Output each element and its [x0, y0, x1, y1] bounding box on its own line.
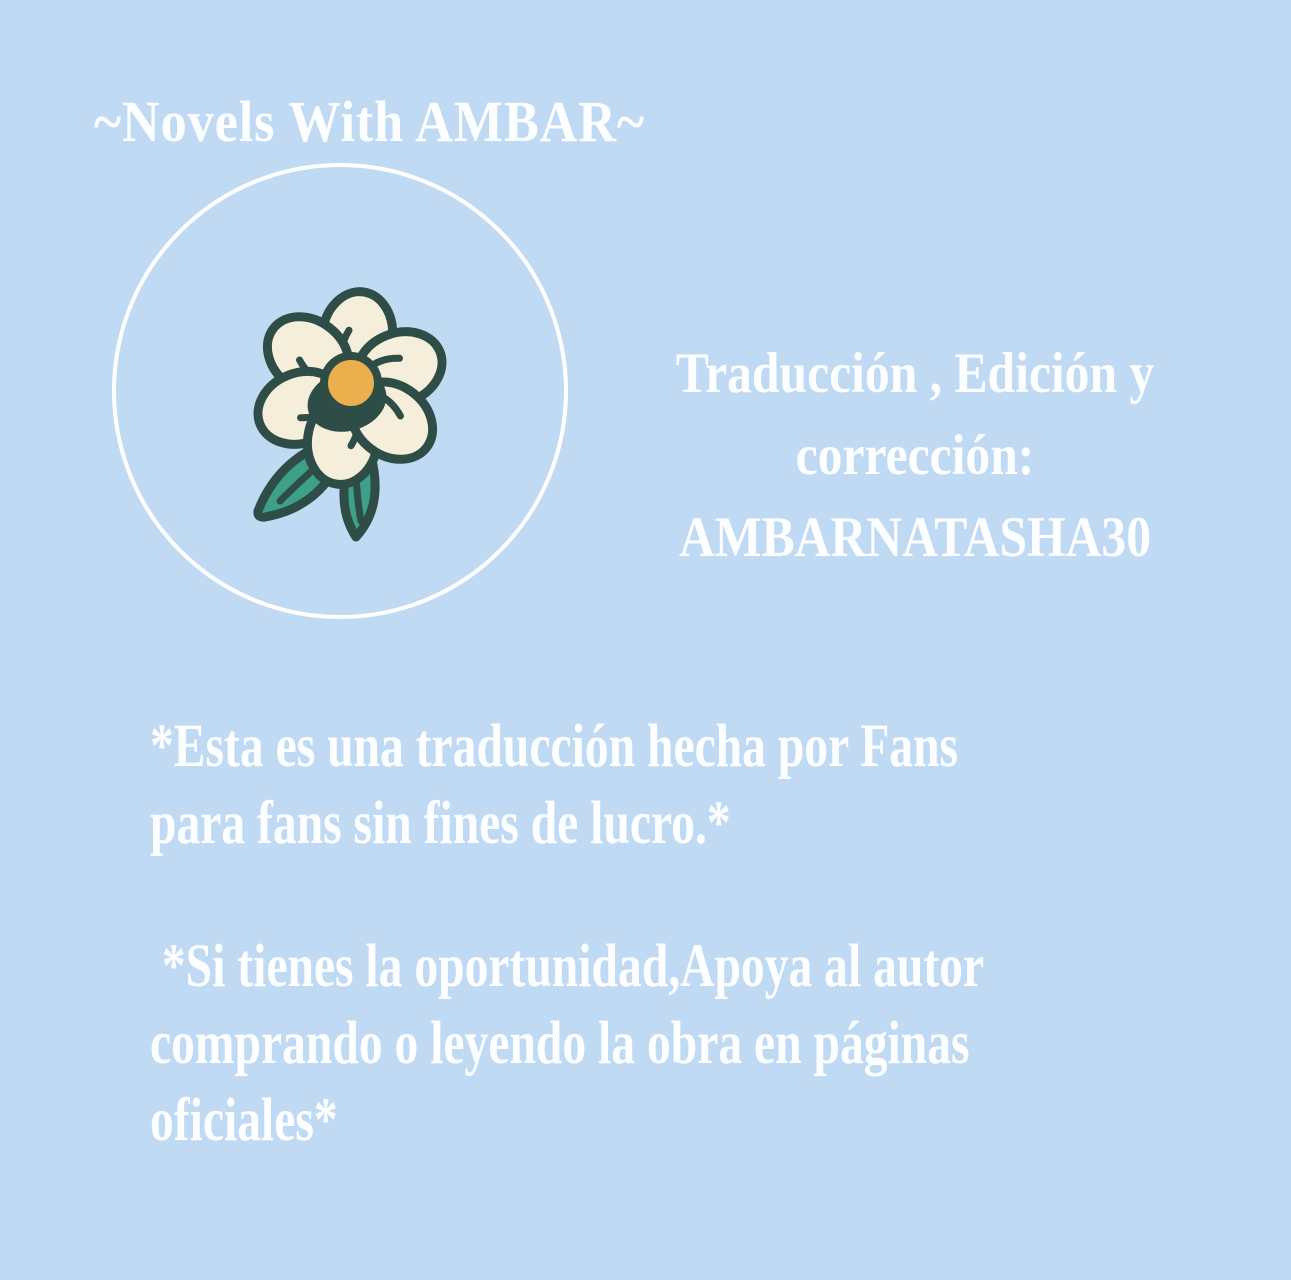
support-line-3: oficiales* — [150, 1087, 338, 1154]
disclaimer-line-2: para fans sin fines de lucro.* — [150, 790, 731, 857]
credits-block — [628, 333, 1202, 579]
flower-icon — [220, 273, 470, 563]
credits-line-2: corrección: — [795, 424, 1035, 487]
page-title: ~Novels With AMBAR~ — [94, 89, 645, 154]
support-line-1: *Si tienes la oportunidad,Apoya al autor — [150, 933, 985, 1000]
disclaimer-line-1: *Esta es una traducción hecha por Fans — [150, 713, 959, 780]
support-author-note — [150, 928, 984, 1159]
logo-circle — [112, 163, 568, 619]
support-line-2: comprando o leyendo la obra en páginas — [150, 1010, 970, 1077]
credits-line-3: AMBARNATASHA30 — [678, 506, 1152, 569]
credits-line-1: Traducción , Edición y — [675, 342, 1155, 405]
fan-translation-note — [150, 708, 958, 862]
